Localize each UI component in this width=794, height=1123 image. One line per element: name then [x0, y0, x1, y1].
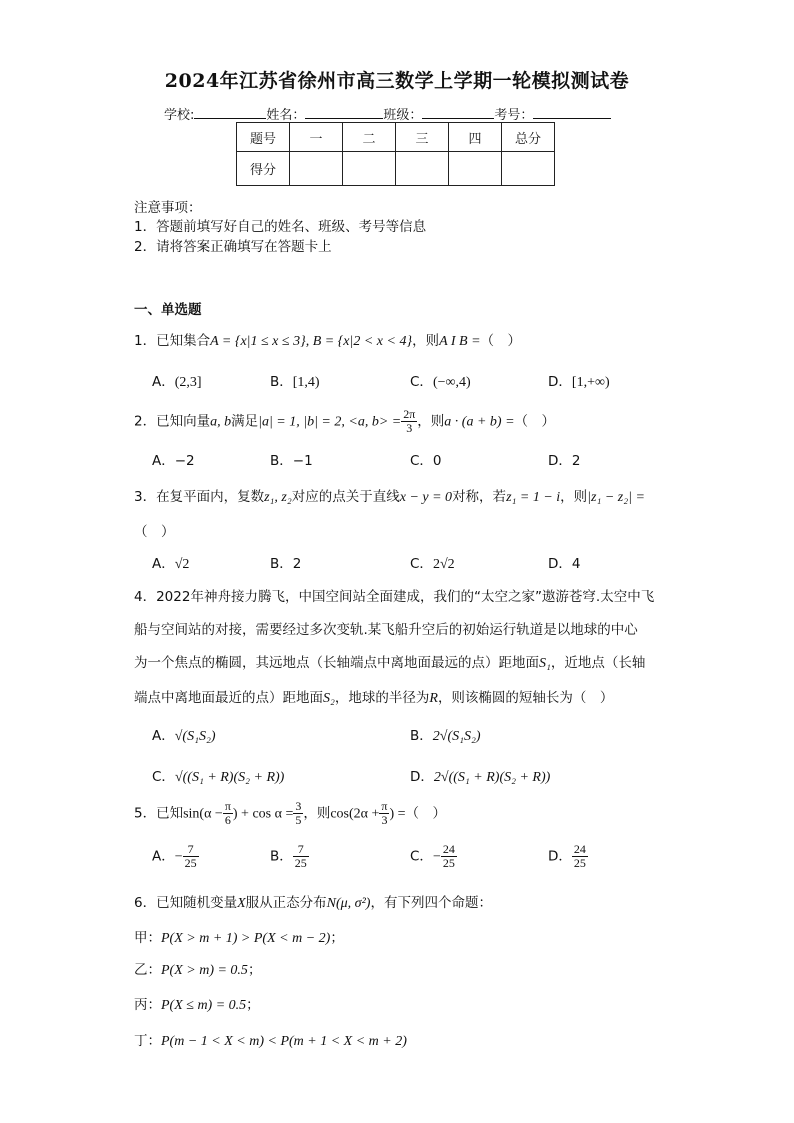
- q5-fraction: [293, 800, 303, 827]
- q5-expr: cos(2α +: [330, 806, 380, 822]
- q3-paren: （ ）: [134, 524, 175, 540]
- q3-stem: 3．在复平面内，复数: [134, 489, 265, 505]
- prop-expr: P(X > m) = 0.5: [161, 963, 248, 978]
- q5-expr: ) =: [389, 806, 406, 822]
- q3-stem-d: ，则: [560, 489, 588, 505]
- numerator: 2π: [403, 407, 416, 421]
- denominator: 25: [294, 856, 307, 870]
- prop-label: 丁：: [134, 1033, 161, 1049]
- option-letter: C．: [410, 848, 433, 865]
- q3-option-d[interactable]: D．4: [548, 556, 581, 572]
- q5-expr: ) + cos α =: [232, 806, 294, 822]
- note-item: 2．请将答案正确填写在答题卡上: [134, 239, 332, 255]
- q4-text: 端点中离地面最近的点）距地面: [134, 690, 323, 706]
- exam-no-blank[interactable]: [533, 106, 611, 119]
- option-fraction: [441, 843, 457, 870]
- student-info-line: [164, 104, 611, 123]
- option-value: √(S₁S₂): [174, 729, 216, 744]
- numerator: 24: [573, 842, 586, 856]
- score-cell[interactable]: [449, 152, 502, 186]
- q4-option-c[interactable]: [152, 765, 284, 786]
- q2-option-a[interactable]: A．−2: [152, 453, 195, 469]
- q5-option-d[interactable]: [548, 843, 588, 870]
- option-fraction: [293, 843, 309, 870]
- denominator: 25: [573, 856, 586, 870]
- q1-option-c[interactable]: [410, 370, 471, 391]
- q6-proposition: [134, 958, 261, 979]
- question-6: [134, 891, 492, 912]
- score-header-cell: 四: [449, 123, 502, 152]
- score-table: [236, 122, 555, 186]
- q3-option-a[interactable]: [152, 552, 189, 573]
- q2-fraction: [401, 408, 417, 435]
- q4-s1: S₁: [539, 656, 551, 671]
- q4-text: 为一个焦点的椭圆，其远地点（长轴端点中离地面最远的点）距地面: [134, 655, 539, 671]
- option-value: √((S₁ + R)(S₂ + R)): [174, 770, 285, 785]
- option-letter: A．: [152, 728, 175, 744]
- option-value: 2√((S₁ + R)(S₂ + R)): [433, 770, 551, 785]
- q1-option-d[interactable]: [548, 370, 610, 391]
- q5-stem-b: ，则: [303, 805, 331, 822]
- q3-option-c[interactable]: [410, 552, 455, 573]
- q6-stem-c: ，有下列四个命题：: [370, 895, 492, 911]
- q6-x: X: [237, 896, 246, 911]
- score-cell[interactable]: [290, 152, 343, 186]
- q5-option-c[interactable]: [410, 843, 457, 870]
- exam-no-label: 考号：: [494, 108, 534, 123]
- q5-option-b[interactable]: [270, 843, 309, 870]
- q2-stem-c: ，则: [417, 413, 445, 430]
- option-fraction: [183, 843, 199, 870]
- page-title: 2024年江苏省徐州市高三数学上学期一轮模拟测试卷: [164, 70, 630, 92]
- name-blank[interactable]: [305, 106, 383, 119]
- option-letter: C．: [152, 769, 175, 785]
- q4-text: ，则该椭圆的短轴长为（ ）: [437, 690, 614, 706]
- q4-line: [134, 651, 645, 672]
- q2-option-b[interactable]: B．−1: [270, 453, 313, 469]
- class-label: 班级：: [383, 108, 423, 123]
- q2-option-c[interactable]: C．0: [410, 453, 442, 469]
- q5-paren: （ ）: [405, 805, 447, 822]
- q6-proposition: [134, 926, 344, 947]
- option-letter: D．: [548, 848, 572, 865]
- q6-distribution: N(μ, σ²): [326, 896, 371, 911]
- denominator: 25: [442, 856, 455, 870]
- question-5: [134, 800, 446, 827]
- school-label: 学校:: [164, 108, 195, 123]
- denominator: 25: [184, 856, 197, 870]
- q1-stem: 1．已知集合: [134, 333, 211, 349]
- q3-z: z₁, z₂: [264, 490, 292, 505]
- option-letter: B．: [270, 848, 293, 865]
- name-label: 姓名：: [266, 108, 306, 123]
- option-letter: A．: [152, 556, 175, 572]
- q4-r: R: [429, 691, 438, 706]
- option-value: 2√(S₁S₂): [432, 729, 481, 744]
- q1-option-b[interactable]: [270, 370, 320, 391]
- option-letter: C．: [410, 374, 433, 390]
- q5-expr: sin(α −: [183, 806, 223, 822]
- q5-stem: 5．已知: [134, 805, 184, 822]
- q4-line: 船与空间站的对接，需要经过多次变轨.某飞船升空后的初始运行轨道是以地球的中心: [134, 622, 638, 638]
- q2-stem-b: 满足: [231, 413, 259, 430]
- prop-expr: P(X ≤ m) = 0.5: [161, 998, 247, 1013]
- numerator: π: [224, 799, 231, 813]
- option-letter: D．: [410, 769, 434, 785]
- option-letter: C．: [410, 556, 433, 572]
- score-header-cell: 三: [396, 123, 449, 152]
- prop-expr: P(X > m + 1) > P(X < m − 2): [161, 931, 331, 946]
- question-3: [134, 485, 645, 506]
- prop-label: 乙：: [134, 962, 161, 978]
- score-header-cell: 一: [290, 123, 343, 152]
- q6-proposition: [134, 993, 260, 1014]
- q3-condition: z₁ = 1 − i: [506, 490, 561, 505]
- score-header-cell: 题号: [237, 123, 290, 152]
- q5-fraction: [223, 800, 233, 827]
- numerator: π: [381, 799, 388, 813]
- option-value: [1,4): [292, 375, 320, 390]
- q5-fraction: [379, 800, 389, 827]
- numerator: 7: [183, 843, 199, 857]
- numerator: 24: [442, 842, 455, 856]
- denominator: 3: [406, 421, 413, 435]
- prop-label: 甲：: [134, 930, 161, 946]
- option-value: (−∞,4): [432, 375, 471, 390]
- denominator: 5: [295, 813, 302, 827]
- score-header-cell: 二: [343, 123, 396, 152]
- q1-set-a: A = {x|1 ≤ x ≤ 3}: [210, 334, 306, 349]
- prop-label: 丙：: [134, 997, 161, 1013]
- school-blank[interactable]: [194, 106, 266, 119]
- q1-set-b: , B = {x|2 < x < 4}: [305, 334, 413, 349]
- score-cell[interactable]: [502, 152, 555, 186]
- minus-sign: −: [432, 849, 441, 865]
- class-blank[interactable]: [422, 106, 494, 119]
- q3-stem-b: 对应的点关于直线: [291, 489, 400, 505]
- score-cell[interactable]: [343, 152, 396, 186]
- score-value-row: [237, 152, 555, 186]
- score-header-cell: 总分: [502, 123, 555, 152]
- q2-expr: a · (a + b) =: [444, 414, 515, 430]
- q3-expr: |z₁ − z₂| =: [587, 490, 645, 505]
- option-value: [1,+∞): [571, 375, 610, 390]
- q4-option-a[interactable]: [152, 724, 216, 745]
- denominator: 6: [224, 813, 231, 827]
- q2-vectors: a, b: [210, 414, 232, 430]
- note-item: 1．答题前填写好自己的姓名、班级、考号等信息: [134, 219, 427, 235]
- q4-text: ，近地点（长轴: [550, 655, 646, 671]
- q4-option-b[interactable]: [410, 724, 481, 745]
- prop-expr: P(m − 1 < X < m) < P(m + 1 < X < m + 2): [161, 1034, 407, 1049]
- option-letter: B．: [270, 374, 293, 390]
- q4-option-d[interactable]: [410, 765, 550, 786]
- q1-expr: A I B =: [439, 334, 481, 349]
- notes-heading: 注意事项：: [134, 200, 202, 216]
- q3-line: x − y = 0: [399, 490, 453, 505]
- q4-s2: S₂: [323, 691, 335, 706]
- q1-paren: （ ）: [480, 333, 522, 349]
- q4-text: ，地球的半径为: [334, 690, 430, 706]
- q1-option-a[interactable]: [152, 370, 202, 391]
- q1-stem-b: ，则: [412, 333, 440, 349]
- q3-option-b[interactable]: B．2: [270, 556, 302, 572]
- option-fraction: [572, 843, 588, 870]
- question-1: [134, 329, 521, 350]
- q2-stem: 2．已知向量: [134, 413, 211, 430]
- question-2: [134, 408, 555, 435]
- prop-end: ；: [246, 997, 260, 1013]
- q6-stem-b: 服从正态分布: [245, 895, 327, 911]
- q2-paren: （ ）: [514, 413, 556, 430]
- score-cell[interactable]: [396, 152, 449, 186]
- option-letter: A．: [152, 374, 175, 390]
- q2-condition: |a| = 1, |b| = 2, <a, b> =: [258, 414, 402, 430]
- q2-option-d[interactable]: D．2: [548, 453, 581, 469]
- option-value: (2,3]: [174, 375, 202, 390]
- prop-end: ；: [330, 930, 344, 946]
- section-heading: 一、单选题: [134, 302, 202, 318]
- q6-stem: 6．已知随机变量: [134, 895, 238, 911]
- option-value: 2√2: [432, 557, 455, 572]
- option-value: √2: [174, 557, 190, 572]
- numerator: 7: [293, 843, 309, 857]
- q6-proposition: [134, 1029, 407, 1050]
- minus-sign: −: [174, 849, 183, 865]
- option-letter: B．: [410, 728, 433, 744]
- q5-option-a[interactable]: [152, 843, 199, 870]
- score-header-row: [237, 123, 555, 152]
- option-letter: D．: [548, 374, 572, 390]
- score-row-label: 得分: [237, 152, 290, 186]
- q3-stem-c: 对称，若: [452, 489, 507, 505]
- option-letter: A．: [152, 848, 175, 865]
- q4-line: 4．2022年神舟接力腾飞，中国空间站全面建成，我们的“太空之家”遨游苍穹.太空中飞: [134, 589, 655, 605]
- numerator: 3: [295, 799, 302, 813]
- denominator: 3: [381, 813, 388, 827]
- prop-end: ；: [247, 962, 262, 978]
- q4-line: [134, 686, 613, 707]
